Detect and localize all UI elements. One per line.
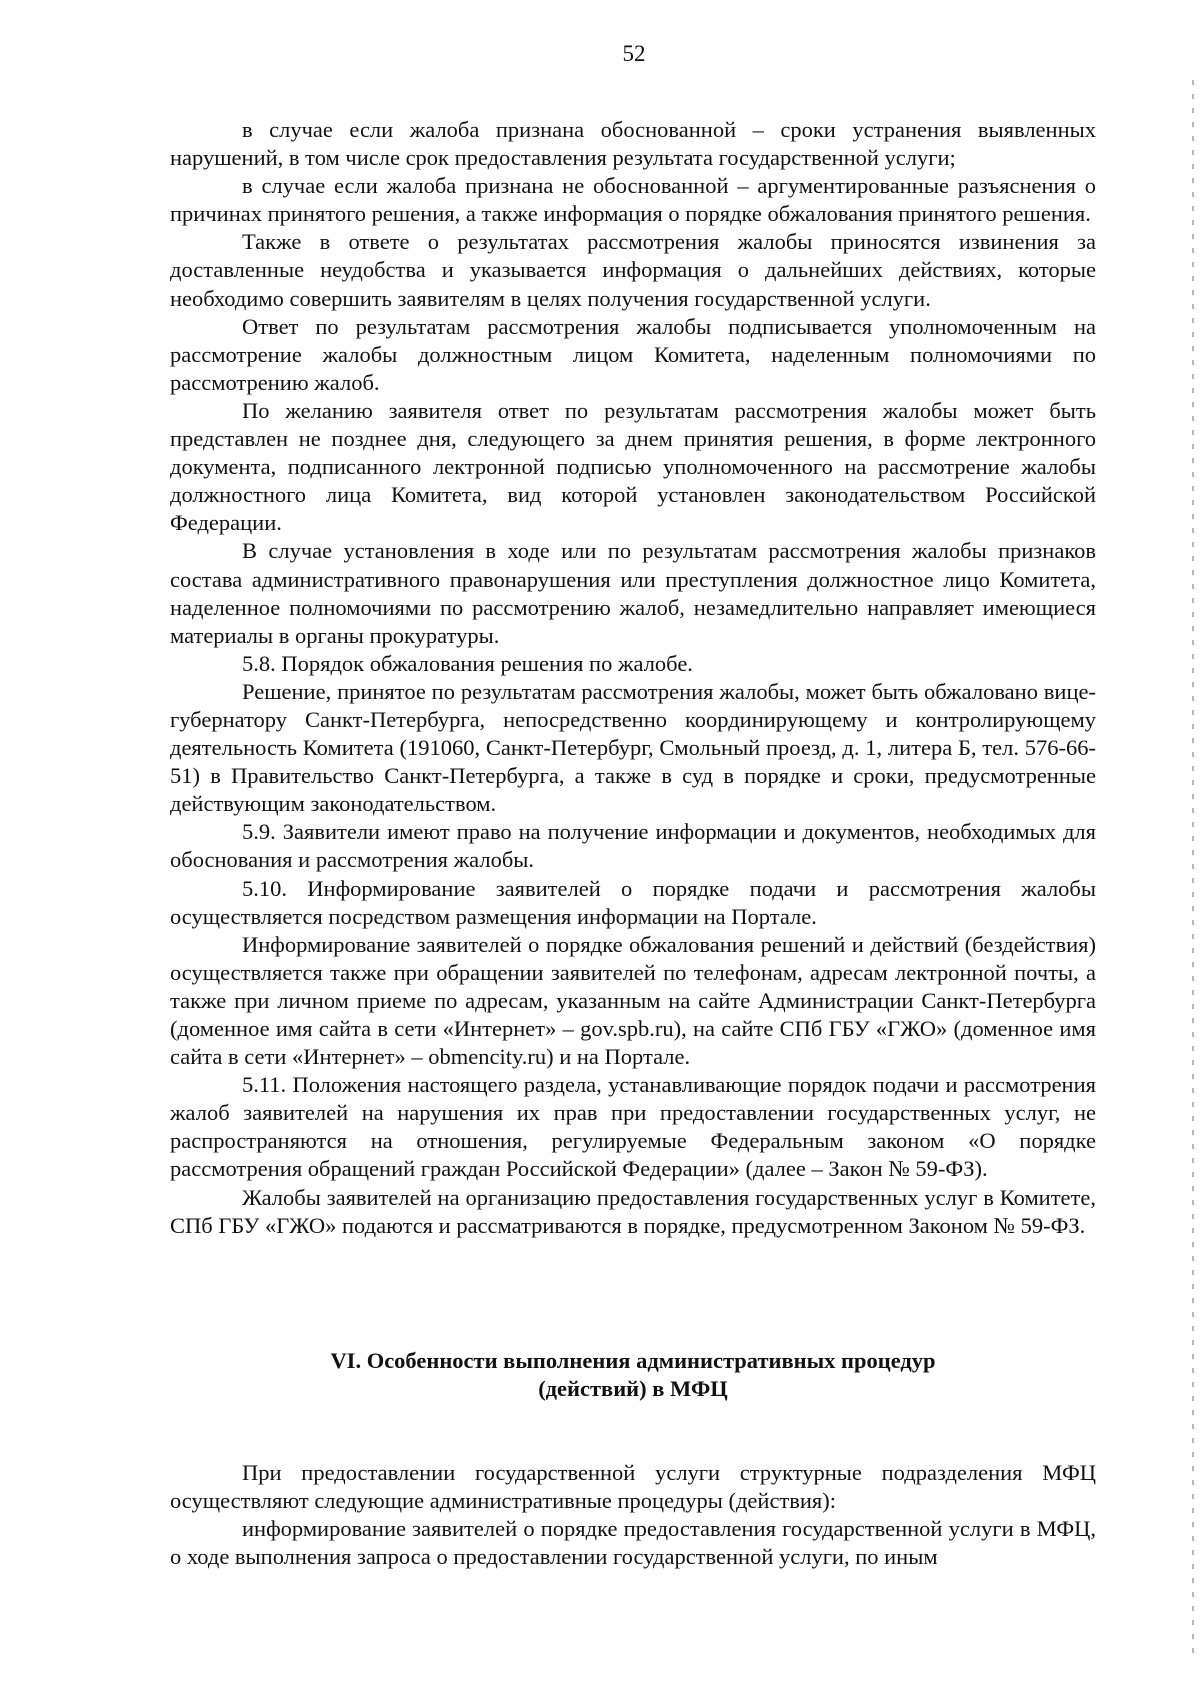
scan-edge-artifact [1192, 80, 1194, 1660]
paragraph: Также в ответе о результатах рассмотрения жалобы приносятся извинения за доставленные неудобства и указывается информация о дальнейших действиях, которые необходимо совершить заявителям в целях получения государственной услуги. [170, 229, 1096, 311]
page-number: 52 [622, 41, 646, 66]
paragraph: 5.9. Заявители имеют право на получение информации и документов, необходимых для обоснования и рассмотрения жалобы. [170, 819, 1096, 873]
paragraph: Информирование заявителей о порядке обжалования решений и действий (бездействия) осуществляется также при обращении заявителей по телефонам, адресам лектронной почты, а также при личном приеме по адресам, указанным на сайте Администрации Санкт-Петербурга (доменное имя сайта в сети «Интернет» – gov.spb.ru), на сайте СПб ГБУ «ГЖО» (доменное имя сайта в сети «Интернет» – obmencity.ru) и на Портале. [170, 931, 1096, 1070]
paragraph: При предоставлении государственной услуги структурные подразделения МФЦ осуществляют следующие административные процедуры (действия): [170, 1460, 1096, 1514]
body-text [170, 116, 1096, 1240]
section-heading [170, 1347, 1096, 1403]
paragraph: Ответ по результатам рассмотрения жалобы подписывается уполномоченным на рассмотрение жалобы должностным лицом Комитета, наделенным полномочиями по рассмотрению жалоб. [170, 313, 1096, 395]
paragraph: 5.8. Порядок обжалования решения по жалобе. [242, 650, 693, 676]
section-heading-line: VI. Особенности выполнения административных процедур [330, 1348, 936, 1373]
paragraph: 5.11. Положения настоящего раздела, устанавливающие порядок подачи и рассмотрения жалоб заявителей на нарушения их прав при предоставлении государственных услуг, не распространяются на отношения, регулируемые Федеральным законом «О порядке рассмотрения обращений граждан Российской Федерации» (далее – Закон № 59-ФЗ). [170, 1072, 1096, 1182]
paragraph: информирование заявителей о порядке предоставления государственной услуги в МФЦ, о ходе выполнения запроса о предоставлении государственной услуги, по иным [170, 1516, 1096, 1570]
paragraph: 5.10. Информирование заявителей о порядке подачи и рассмотрения жалобы осуществляется посредством размещения информации на Портале. [170, 875, 1096, 929]
paragraph: в случае если жалоба признана обоснованной – сроки устранения выявленных нарушений, в том числе срок предоставления результата государственной услуги; [170, 117, 1096, 171]
paragraph: в случае если жалоба признана не обоснованной – аргументированные разъяснения о причинах принятого решения, а также информация о порядке обжалования принятого решения. [170, 173, 1096, 227]
paragraph: По желанию заявителя ответ по результатам рассмотрения жалобы может быть представлен не позднее дня, следующего за днем принятия решения, в форме лектронного документа, подписанного лектронной подписью уполномоченного на рассмотрение жалобы должностного лица Комитета, вид которой установлен законодательством Российской Федерации. [170, 397, 1096, 536]
paragraph: Решение, принятое по результатам рассмотрения жалобы, может быть обжаловано вице-губернатору Санкт-Петербурга, непосредственно координирующему и контролирующему деятельность Комитета (191060, Санкт-Петербург, Смольный проезд, д. 1, литера Б, тел. 576-66-51) в Правительство Санкт-Петербурга, а также в суд в порядке и сроки, предусмотренные действующим законодательством. [170, 678, 1096, 817]
section-heading-line: (действий) в МФЦ [538, 1376, 728, 1401]
section-body [170, 1459, 1096, 1571]
paragraph: В случае установления в ходе или по результатам рассмотрения жалобы признаков состава административного правонарушения или преступления должностное лицо Комитета, наделенное полномочиями по рассмотрению жалоб, незамедлительно направляет имеющиеся материалы в органы прокуратуры. [170, 538, 1096, 648]
paragraph: Жалобы заявителей на организацию предоставления государственных услуг в Комитете, СПб ГБУ «ГЖО» подаются и рассматриваются в порядке, предусмотренном Законом № 59-ФЗ. [170, 1184, 1096, 1238]
